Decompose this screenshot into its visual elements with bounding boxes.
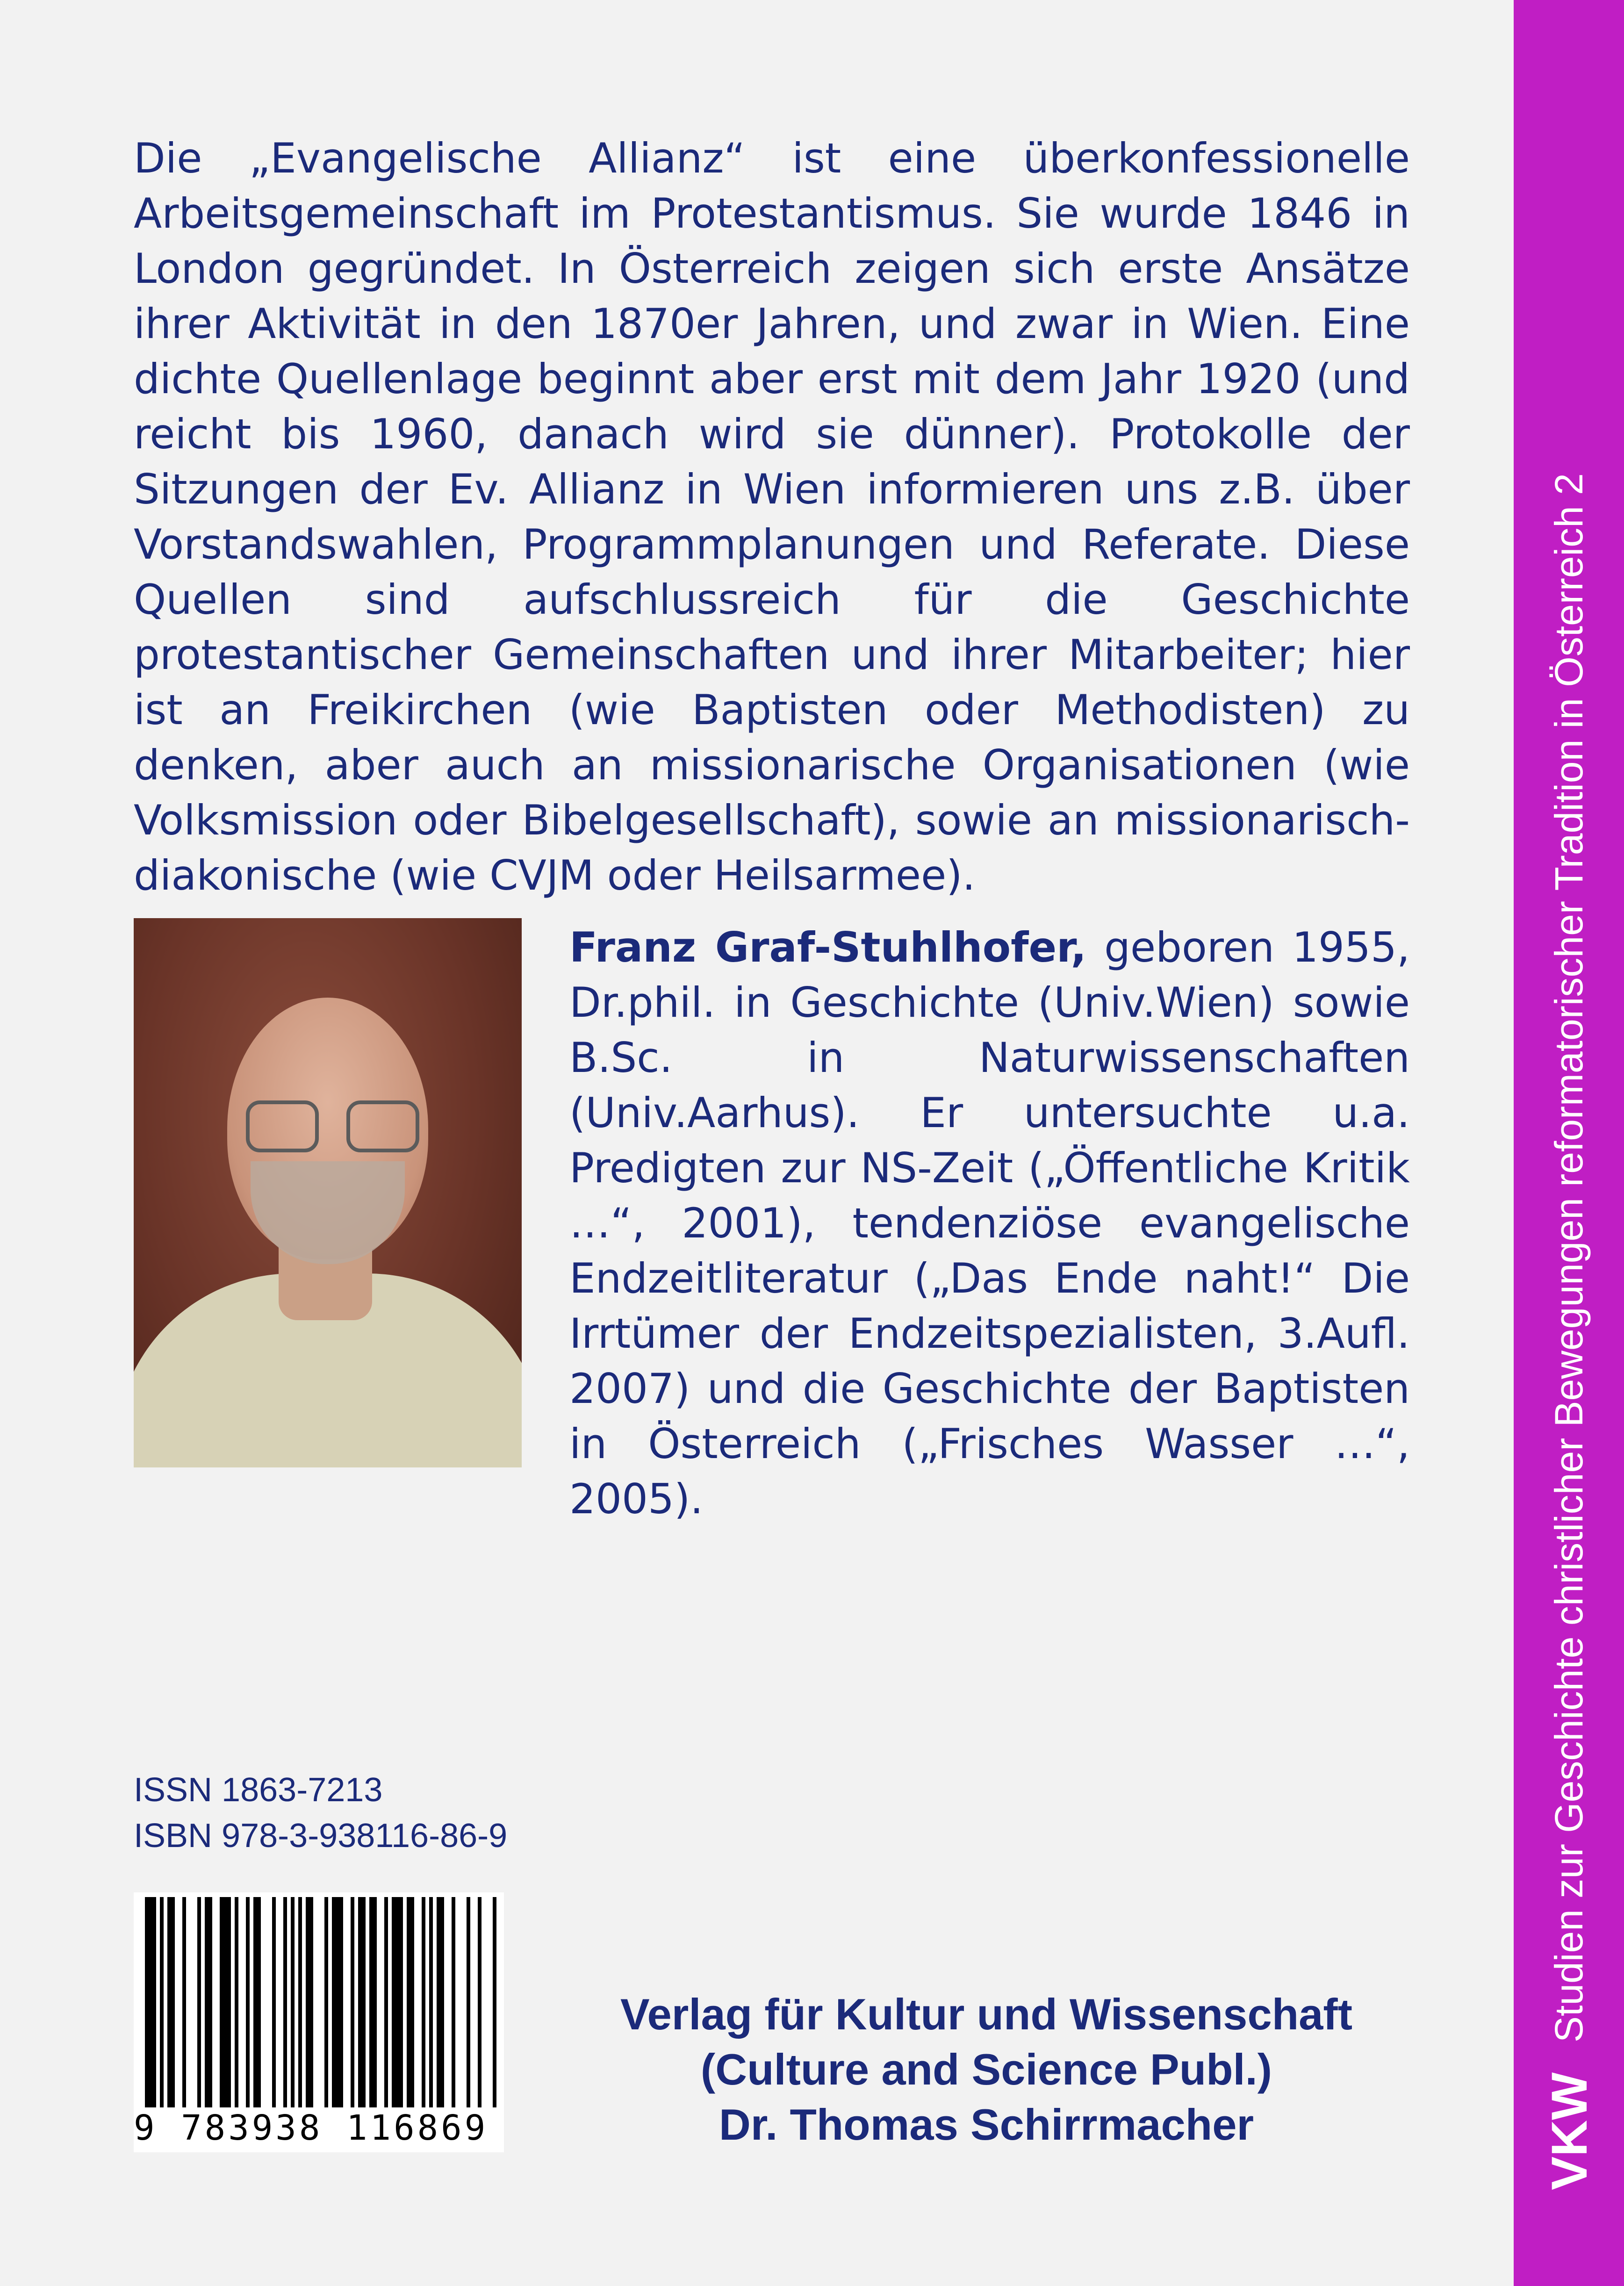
barcode-bar [467,1897,470,2107]
barcode-bar [369,1897,377,2107]
barcode-bar [358,1897,366,2107]
barcode-bar [160,1897,164,2107]
barcode-bar [167,1897,175,2107]
barcode-bar [291,1897,295,2107]
publisher-name: Verlag für Kultur und Wissenschaft [620,1990,1353,2039]
publisher-name-english: (Culture and Science Publ.) [700,2045,1272,2094]
author-bio-text: geboren 1955, Dr.phil. in Geschichte (Univ.Wien) sowie B.Sc. in Naturwissenschaften (Univ.Aarhus). Er untersuchte u.a. Predigten zur NS-Zeit („Öffentliche Kritik …“, 2001), tendenziöse evangelische Endzeitliteratur („Das Ende naht!“ Die Irrtümer der Endzeitspezialisten, 3.Aufl. 2007) und die Geschichte der Baptisten in Österreich („Frisches Wasser …“, 2005). [569,923,1410,1523]
identifiers [134,1767,507,1859]
isbn-number: ISBN 978-3-938116-86-9 [134,1817,508,1855]
barcode [134,1892,504,2152]
barcode-bar [253,1897,261,2107]
barcode-bar [332,1897,343,2107]
barcode-bar [351,1897,354,2107]
barcode-bar [298,1897,302,2107]
barcode-bar [478,1897,481,2107]
barcode-bar [235,1897,238,2107]
barcode-bar [306,1897,313,2107]
barcode-bar [392,1897,403,2107]
barcode-bar [384,1897,388,2107]
barcode-bar [493,1897,496,2107]
author-photo [134,918,522,1467]
barcode-bar [407,1897,414,2107]
spine-text [1541,44,1597,2242]
intro-paragraph: Die „Evangelische Allianz“ ist eine überkonfessionelle Arbeitsgemeinschaft im Protestantismus. Sie wurde 1846 in London gegründet. In Österreich zeigen sich erste Ansätze ihrer Aktivität in den 1870er Jahren, und zwar in Wien. Eine dichte Quellenlage beginnt aber erst mit dem Jahr 1920 (und reicht bis 1960, danach wird sie dünner). Protokolle der Sitzungen der Ev. Allianz in Wien informieren uns z.B. über Vorstandswahlen, Programmplanungen und Referate. Diese Quellen sind aufschlussreich für die Geschichte protestantischer Gemeinschaften und ihrer Mitarbeiter; hier ist an Freikirchen (wie Baptisten oder Methodisten) zu denken, aber auch an missionarische Organisationen (wie Volksmission oder Bibelgesellschaft), sowie an missionarisch-diakonische (wie CVJM oder Heilsarmee). [134,134,1410,899]
barcode-bar [437,1897,444,2107]
barcode-bar [324,1897,328,2107]
issn-number: ISSN 1863-7213 [134,1771,383,1809]
barcode-bar [197,1897,201,2107]
barcode-bar [272,1897,276,2107]
barcode-bar [452,1897,455,2107]
series-title: Studien zur Geschichte christlicher Bewegungen reformatorischer Tradition in Österreich 2 [1546,473,1591,2043]
barcode-bar [205,1897,212,2107]
barcode-bars [134,1892,504,2112]
publisher-block [538,1987,1435,2152]
spine-band [1514,0,1624,2286]
barcode-digits: 9 783938 116869 [134,2108,489,2148]
barcode-bar [283,1897,287,2107]
author-bio [569,920,1410,1527]
barcode-bar [182,1897,186,2107]
barcode-bar [220,1897,231,2107]
barcode-bar [145,1897,156,2107]
author-name: Franz Graf-Stuhlhofer, [569,923,1087,971]
barcode-bar [246,1897,250,2107]
barcode-bar [422,1897,425,2107]
barcode-bar [429,1897,433,2107]
publisher-logo: VKW [1540,2072,1597,2190]
publisher-owner: Dr. Thomas Schirrmacher [719,2100,1254,2149]
